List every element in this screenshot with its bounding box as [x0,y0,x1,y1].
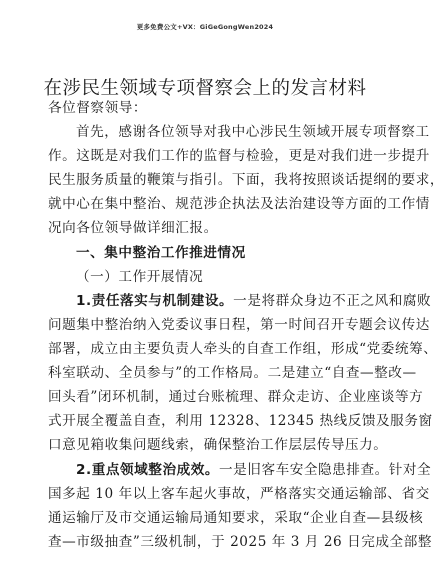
para1-line-1: 首先，感谢各位领导对我中心涉民生领域开展专项督察工 [76,124,430,140]
item1-line-7: 口意见箱收集问题线索，确保整治工作层层传导压力。 [48,437,388,453]
item1-line-5: 回头看”闭环机制，通过台账梳理、群众走访、企业座谈等方 [48,389,424,405]
document-title: 在涉民生领域专项督察会上的发言材料 [43,78,367,99]
item2-lead: 2.重点领域整治成效。 [76,462,220,478]
item1-line-3: 部署，成立由主要负责人牵头的自查工作组，形成“党委统筹、 [48,341,438,357]
item1-line-2: 问题集中整治纳入党委议事日程，第一时间召开专题会议传达 [48,317,430,333]
item2-line-1 [76,458,431,482]
item1-line1-rest: 一是将群众身边不正之风和腐败 [233,293,432,309]
para1-line-5: 况向各位领导做详细汇报。 [48,220,218,236]
item2-line-3: 通运输厅及市交通运输局通知要求，采取“企业自查—县级核 [48,510,424,526]
para1-line-2: 作。这既是对我们工作的监督与检验，更是对我们进一步提升 [48,148,430,164]
item1-line-6: 式开展全覆盖自查，利用 12328、12345 热线反馈及服务窗 [48,413,433,429]
salutation: 各位督察领导： [48,100,148,116]
subsection1-heading: （一）工作开展情况 [76,269,204,285]
item2-line-4: 查—市级抽查”三级机制，于 2025 年 3 月 26 日完成全部整 [48,534,432,550]
item2-line-2: 国多起 10 年以上客车起火事故，严格落实交通运输部、省交 [48,486,430,502]
para1-line-4: 就中心在集中整治、规范涉企执法及法治建设等方面的工作情 [48,196,430,212]
item2-line1-rest: 一是旧客车安全隐患排查。针对全 [219,462,432,478]
para1-line-3: 民生服务质量的鞭策与指引。下面，我将按照谈话提纲的要求， [48,172,444,188]
section1-heading: 一、集中整治工作推进情况 [76,245,246,261]
item1-lead: 1.责任落实与机制建设。 [76,293,234,309]
item1-line-1 [76,289,431,313]
header-watermark: 更多免费公文+VX：GiGeGongWen2024 [136,23,274,31]
item1-line-4: 科室联动、全员参与”的工作格局。二是建立“自查—整改— [48,365,417,381]
